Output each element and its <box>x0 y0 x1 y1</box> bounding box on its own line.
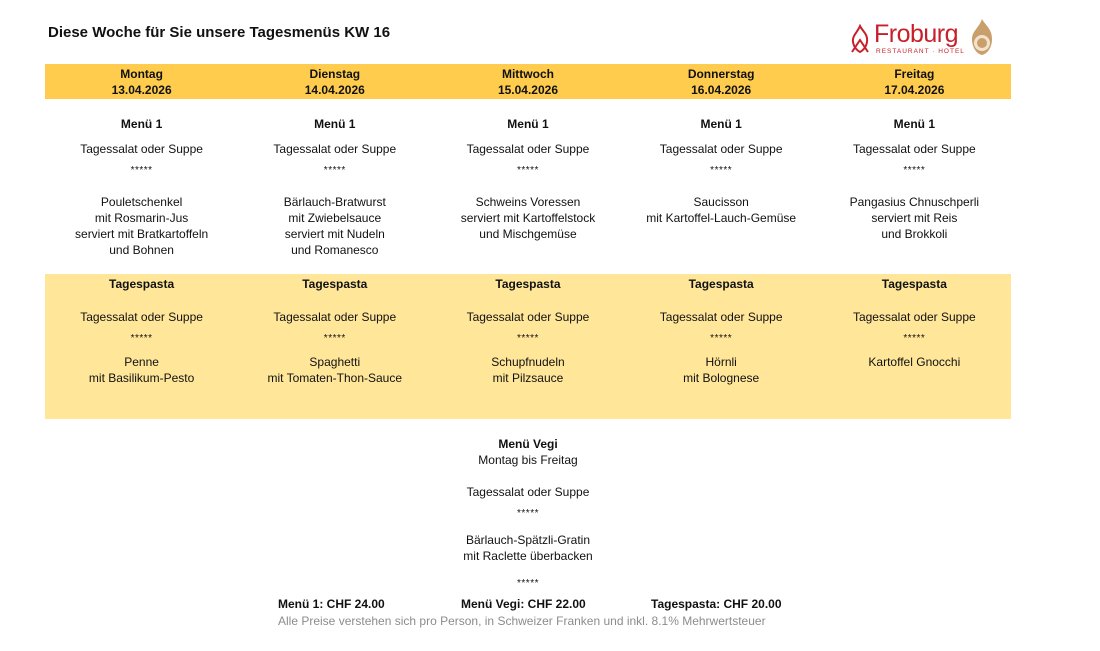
pasta-dish-line: mit Basilikum-Pesto <box>88 371 195 385</box>
day-header-donnerstag <box>625 64 818 99</box>
menu1-dish-line: Schweins Voressen <box>475 195 581 209</box>
pasta-dish-line: mit Pilzsauce <box>492 371 564 385</box>
day-name: Mittwoch <box>501 67 554 81</box>
pasta-dish <box>431 354 624 386</box>
menu1-dish-line: mit Rosmarin-Jus <box>94 211 189 225</box>
pasta-dish-line: mit Tomaten-Thon-Sauce <box>267 371 403 385</box>
pasta-dish-line: Spaghetti <box>309 355 361 369</box>
menu1-dish-line: serviert mit Kartoffelstock <box>460 211 596 225</box>
day-date: 16.04.2026 <box>691 83 752 97</box>
pasta-cell <box>625 274 818 419</box>
pasta-label: Tagespasta <box>109 277 175 291</box>
menu1-cell <box>238 99 431 274</box>
logo-subtext: RESTAURANT · HOTEL <box>876 48 965 55</box>
menu1-dish <box>238 194 431 258</box>
menu1-separator: ***** <box>516 165 539 176</box>
price-menu1: Menü 1: CHF 24.00 <box>278 597 385 611</box>
menu1-label: Menü 1 <box>893 117 936 131</box>
menu1-starter: Tagessalat oder Suppe <box>852 142 976 156</box>
vegi-starter: Tagessalat oder Suppe <box>466 485 590 499</box>
menu1-dish-line: und Bohnen <box>109 243 174 257</box>
menu1-dish-line: Bärlauch-Bratwurst <box>283 195 386 209</box>
pasta-separator: ***** <box>516 333 539 344</box>
menu1-dish-line: serviert mit Reis <box>871 211 958 225</box>
day-header-montag <box>45 64 238 99</box>
menu1-row <box>45 99 1011 274</box>
pasta-starter: Tagessalat oder Suppe <box>273 310 397 324</box>
menu1-starter: Tagessalat oder Suppe <box>466 142 590 156</box>
day-header-freitag <box>818 64 1011 99</box>
menu1-dish-line: serviert mit Bratkartoffeln <box>75 227 209 241</box>
menu1-dish <box>45 194 238 258</box>
pasta-dish-line: mit Bolognese <box>683 371 760 385</box>
vegi-separator-2: ***** <box>517 578 539 589</box>
menu-grid <box>45 64 1011 419</box>
pasta-separator: ***** <box>710 333 733 344</box>
froburg-logo <box>848 18 998 58</box>
pasta-cell <box>45 274 238 419</box>
day-date: 17.04.2026 <box>884 83 945 97</box>
vegi-dish-line-1: Bärlauch-Spätzli-Gratin <box>465 533 591 547</box>
menu1-label: Menü 1 <box>700 117 742 131</box>
menu1-cell <box>625 99 818 274</box>
vegi-dish-line-2: mit Raclette überbacken <box>463 549 593 563</box>
vegi-label: Menü Vegi <box>498 437 558 451</box>
day-name: Donnerstag <box>687 67 755 81</box>
menu1-label: Menü 1 <box>507 117 549 131</box>
page-title: Diese Woche für Sie unsere Tagesmenüs KW 16 <box>48 24 391 41</box>
pasta-cell <box>431 274 624 419</box>
day-name: Montag <box>120 67 163 81</box>
day-name: Dienstag <box>309 67 361 81</box>
menu1-separator: ***** <box>903 165 926 176</box>
pasta-separator: ***** <box>903 333 926 344</box>
pasta-label: Tagespasta <box>688 277 754 291</box>
menu1-label: Menü 1 <box>120 117 163 131</box>
logo-text: Froburg <box>874 20 959 48</box>
price-note: Alle Preise verstehen sich pro Person, in Schweizer Franken und inkl. 8.1% Mehrwertsteuer <box>278 614 766 628</box>
vegi-separator: ***** <box>517 508 539 519</box>
menu1-dish <box>625 194 818 226</box>
pasta-cell <box>238 274 431 419</box>
menu1-dish <box>431 194 624 242</box>
menu1-dish <box>818 194 1011 242</box>
menu1-dish-line: mit Zwiebelsauce <box>288 211 382 225</box>
day-name: Freitag <box>894 67 935 81</box>
menu1-dish-line: Pouletschenkel <box>100 195 183 209</box>
menu1-dish-line: und Brokkoli <box>881 227 948 241</box>
menu1-separator: ***** <box>130 165 153 176</box>
pasta-starter: Tagessalat oder Suppe <box>466 310 590 324</box>
pasta-row <box>45 274 1011 419</box>
menu1-dish-line: und Mischgemüse <box>479 227 577 241</box>
menu1-dish-line: serviert mit Nudeln <box>284 227 385 241</box>
menu1-starter: Tagessalat oder Suppe <box>80 142 203 156</box>
day-date: 14.04.2026 <box>304 83 365 97</box>
flame-emblem-icon <box>968 18 996 56</box>
menu1-cell <box>431 99 624 274</box>
pasta-label: Tagespasta <box>302 277 368 291</box>
menu1-dish-line: Pangasius Chnuschperli <box>849 195 980 209</box>
menu1-separator: ***** <box>323 165 346 176</box>
day-header-row <box>45 64 1011 99</box>
price-vegi: Menü Vegi: CHF 22.00 <box>461 597 586 611</box>
menu1-cell <box>45 99 238 274</box>
day-date: 15.04.2026 <box>497 83 558 97</box>
day-date: 13.04.2026 <box>111 83 172 97</box>
menu1-separator: ***** <box>710 165 733 176</box>
pasta-dish-line: Kartoffel Gnocchi <box>868 355 961 369</box>
pasta-separator: ***** <box>130 333 153 344</box>
menu1-cell <box>818 99 1011 274</box>
pasta-cell <box>818 274 1011 419</box>
pasta-dish <box>625 354 818 386</box>
menu1-label: Menü 1 <box>314 117 356 131</box>
day-header-mittwoch <box>431 64 624 99</box>
pasta-dish <box>238 354 431 386</box>
menu1-dish-line: Saucisson <box>693 195 749 209</box>
menu1-dish-line: mit Kartoffel-Lauch-Gemüse <box>646 211 797 225</box>
pasta-dish-line: Penne <box>124 355 159 369</box>
day-header-dienstag <box>238 64 431 99</box>
menu1-starter: Tagessalat oder Suppe <box>273 142 397 156</box>
vegi-period: Montag bis Freitag <box>478 453 578 467</box>
pasta-label: Tagespasta <box>495 277 561 291</box>
pasta-starter: Tagessalat oder Suppe <box>852 310 976 324</box>
pasta-dish-line: Hörnli <box>705 355 737 369</box>
menu1-starter: Tagessalat oder Suppe <box>659 142 783 156</box>
pasta-dish <box>45 354 238 386</box>
pasta-label: Tagespasta <box>881 277 947 291</box>
price-pasta: Tagespasta: CHF 20.00 <box>651 597 782 611</box>
vegi-section <box>0 436 1056 590</box>
flame-icon <box>848 24 872 54</box>
pasta-starter: Tagessalat oder Suppe <box>659 310 783 324</box>
pasta-dish <box>818 354 1011 370</box>
menu1-dish-line: und Romanesco <box>291 243 379 257</box>
pasta-separator: ***** <box>323 333 346 344</box>
pasta-starter: Tagessalat oder Suppe <box>80 310 203 324</box>
pasta-dish-line: Schupfnudeln <box>491 355 565 369</box>
